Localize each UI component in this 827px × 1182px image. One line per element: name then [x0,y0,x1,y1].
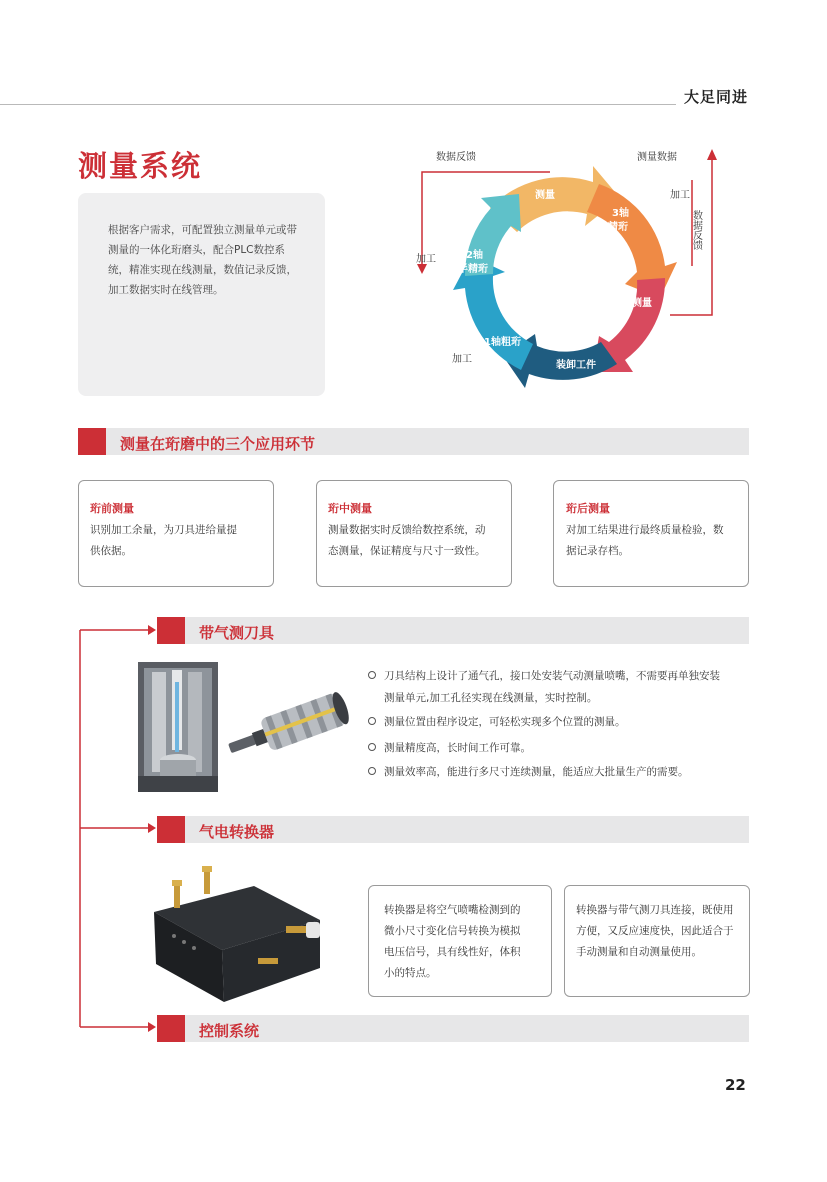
section-title-converter: 气电转换器 [199,823,275,841]
app-card-pre-title: 珩前测量 [90,502,134,515]
app-card-post-line-2: 据记录存档。 [566,545,629,557]
page-title: 测量系统 [78,149,203,183]
app-card-post-line-1: 对加工结果进行最终质量检验，数 [566,524,724,536]
page-number: 22 [725,1076,746,1094]
air-gauge-tool-photo [222,690,356,764]
label-axis1: 1轴粗珩 [484,337,521,348]
bullet-circle-icon [368,767,376,775]
converter-card-2-line-3: 手动测量和自动测量使用。 [576,946,702,958]
feedback-arrow-right [707,149,717,160]
tool-bullet-3 [368,737,748,759]
label-process-right: 加工 [670,190,690,201]
brand-title: 大足同进 [684,88,749,106]
label-axis2-b: 半精珩 [458,264,488,275]
tool-bullet-4-line-1: 测量效率高，能进行多尺寸连续测量，能适应大批量生产的需要。 [384,766,689,778]
converter-photo [150,864,325,1004]
app-card-mid-line-1: 测量数据实时反馈给数控系统，动 [328,524,486,536]
app-card-pre-line-2: 供依据。 [90,545,132,557]
section-bar-converter-marker [157,816,185,843]
label-measure-data: 测量数据 [637,152,677,163]
bullet-circle-icon [368,717,376,725]
converter-card-1-line-2: 微小尺寸变化信号转换为模拟 [384,925,521,937]
bullet-circle-icon [368,743,376,751]
honing-machine-photo [138,662,218,792]
converter-card-1-line-1: 转换器是将空气喷嘴检测到的 [384,904,521,916]
tool-bullet-2 [368,711,748,733]
tool-bullet-1-line-2: 测量单元,加工孔径实现在线测量，实时控制。 [384,692,598,704]
label-process-left: 加工 [416,254,436,265]
bullet-circle-icon [368,671,376,679]
measurement-cycle-diagram [400,140,730,415]
app-card-mid-text [328,520,506,562]
intro-text: 根据客户需求，可配置独立测量单元或带测量的一体化珩磨头，配合PLC数控系统，精准实现在线测量，数值记录反馈，加工数据实时在线管理。 [108,224,297,296]
app-card-post-title: 珩后测量 [566,502,610,515]
label-process-bottom: 加工 [452,354,472,365]
app-card-post-text [566,520,744,562]
label-feedback-vertical: 数据反馈 [690,210,702,250]
tool-bullet-1-line-1: 刀具结构上设计了通气孔，接口处安装气动测量喷嘴，不需要再单独安装 [384,670,720,682]
header-rule [0,104,676,105]
converter-card-2-line-2: 方便，又反应速度快，因此适合于 [576,925,734,937]
section-title-control: 控制系统 [199,1022,260,1040]
tool-bullet-2-line-1: 测量位置由程序设定，可轻松实现多个位置的测量。 [384,716,626,728]
app-card-mid-line-2: 态测量，保证精度与尺寸一致性。 [328,545,486,557]
converter-card-1-line-3: 电压信号，具有线性好，体积 [384,946,521,958]
app-card-mid-title: 珩中测量 [328,502,372,515]
section-bar-apps-marker [78,428,106,455]
converter-card-2-line-1: 转换器与带气测刀具连接，既使用 [576,904,734,916]
label-axis2-a: 2轴 [466,250,483,261]
label-feedback-left: 数据反馈 [436,152,476,163]
converter-card-1-line-4: 小的特点。 [384,967,437,979]
label-axis3-b: 精珩 [608,222,628,233]
section-bar-control-marker [157,1015,185,1042]
converter-card-1-text [384,900,544,984]
tool-bullet-list [368,665,748,783]
feedback-arrow-left [417,264,427,274]
tool-bullet-3-line-1: 测量精度高，长时间工作可靠。 [384,742,531,754]
section-bar-tool-marker [157,617,185,644]
label-load: 装卸工件 [556,360,596,371]
section-title-tool: 带气测刀具 [199,624,275,642]
tool-bullet-4 [368,761,748,783]
label-axis3-a: 3轴 [612,208,629,219]
section-title-apps: 测量在珩磨中的三个应用环节 [120,435,316,453]
converter-card-2-text [576,900,746,963]
app-card-pre-line-1: 识别加工余量，为刀具进给量提 [90,524,237,536]
tool-bullet-1 [368,665,748,709]
label-measure-right: 测量 [632,298,652,309]
label-measure-top: 测量 [535,190,555,201]
app-card-pre-text [90,520,266,562]
